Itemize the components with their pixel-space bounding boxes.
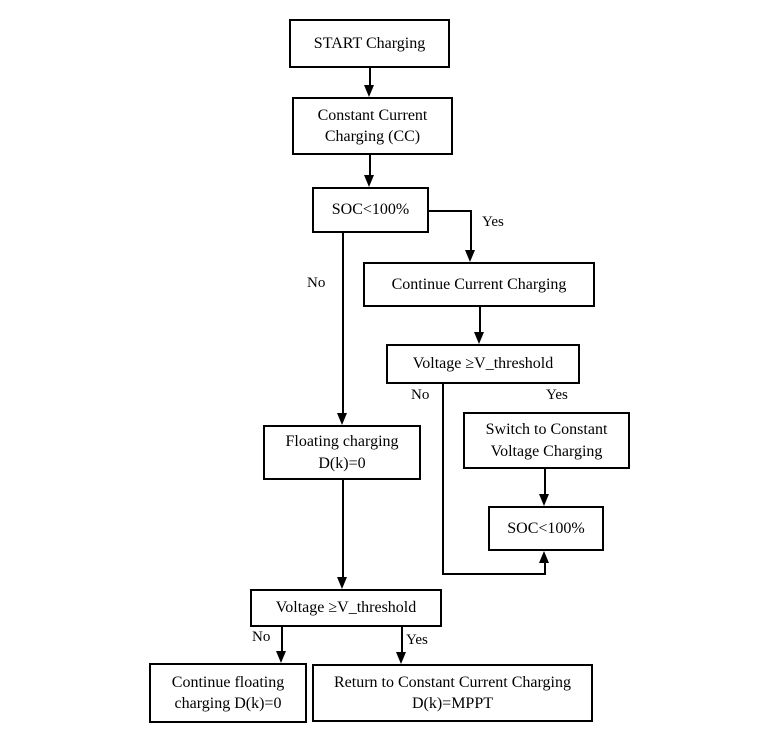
edge-label-no: No — [307, 275, 326, 291]
arrowhead-up-icon — [539, 551, 549, 563]
edge-label-no: No — [252, 629, 271, 645]
edge-label-yes: Yes — [406, 632, 428, 648]
arrowhead-down-icon — [337, 413, 347, 425]
arrowhead-down-icon — [276, 651, 286, 663]
node-voltage-threshold-check-1: Voltage ≥V_threshold — [386, 344, 580, 384]
connector-continuecc-to-vth1 — [479, 307, 481, 333]
connector-cc-to-soc1 — [369, 155, 371, 176]
arrowhead-down-icon — [337, 577, 347, 589]
node-floating-charging: Floating charging D(k)=0 — [263, 425, 421, 480]
node-switch-constant-voltage: Switch to Constant Voltage Charging — [463, 412, 630, 469]
arrowhead-down-icon — [396, 652, 406, 664]
arrowhead-down-icon — [364, 85, 374, 97]
node-soc-check-1: SOC<100% — [312, 187, 429, 233]
arrowhead-down-icon — [539, 494, 549, 506]
node-continue-current-charging: Continue Current Charging — [363, 262, 595, 307]
arrowhead-down-icon — [364, 175, 374, 187]
connector-vth1-no-horizontal — [442, 573, 546, 575]
connector-soc1-no — [342, 233, 344, 414]
edge-label-yes: Yes — [546, 387, 568, 403]
node-soc-check-2: SOC<100% — [488, 506, 604, 551]
node-return-constant-current: Return to Constant Current Charging D(k)=MPPT — [312, 664, 593, 722]
connector-vth2-no — [281, 627, 283, 652]
edge-label-yes: Yes — [482, 214, 504, 230]
arrowhead-down-icon — [474, 332, 484, 344]
node-voltage-threshold-check-2: Voltage ≥V_threshold — [250, 589, 442, 627]
connector-soc1-yes-horizontal — [429, 210, 472, 212]
connector-soc1-yes-vertical — [470, 210, 472, 251]
node-constant-current-charging: Constant Current Charging (CC) — [292, 97, 453, 155]
connector-switchcv-to-soc2 — [544, 469, 546, 495]
node-start-charging: START Charging — [289, 19, 450, 68]
connector-vth2-yes — [401, 627, 403, 653]
edge-label-no: No — [411, 387, 430, 403]
connector-floating-to-vth2 — [342, 480, 344, 578]
arrowhead-down-icon — [465, 250, 475, 262]
connector-start-to-cc — [369, 67, 371, 87]
connector-vth1-no-vertical — [442, 384, 444, 575]
node-continue-floating-charging: Continue floating charging D(k)=0 — [149, 663, 307, 723]
